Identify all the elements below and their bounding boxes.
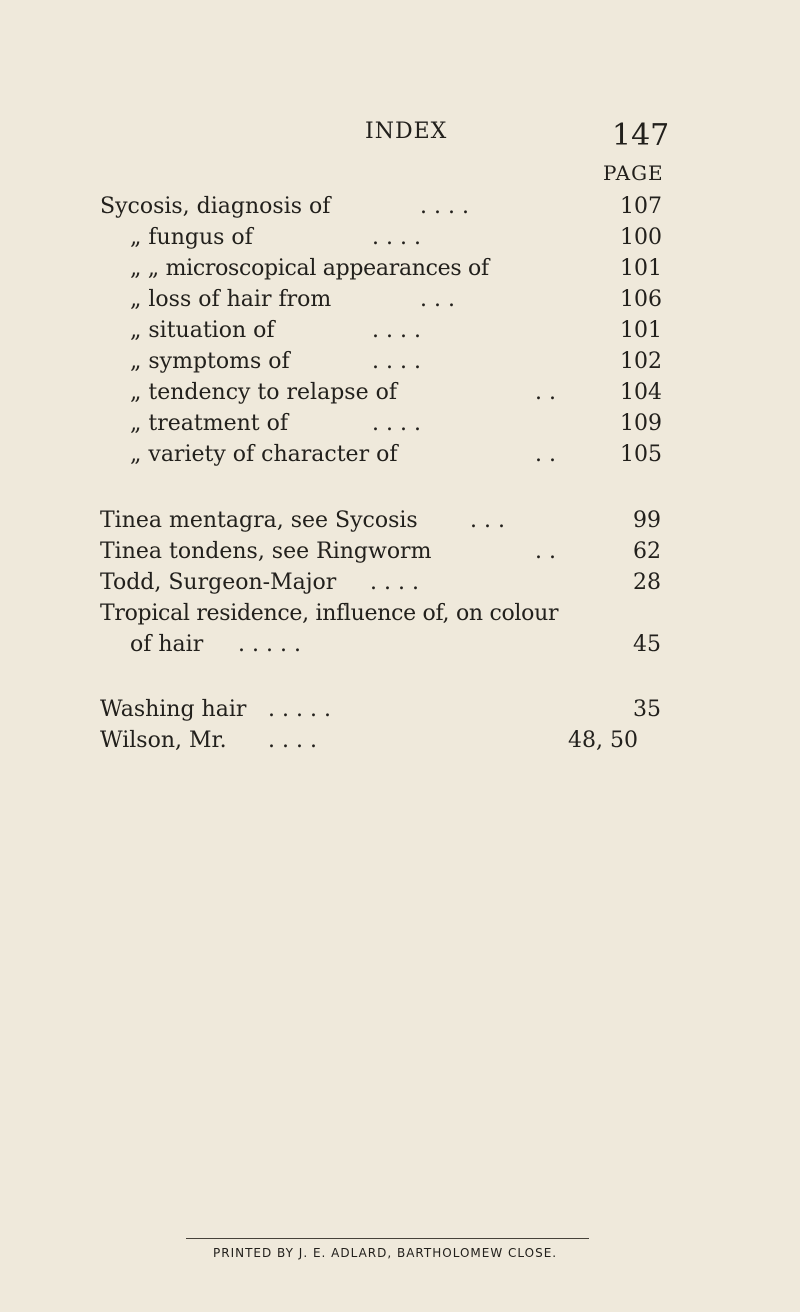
entry-page: 62 (633, 539, 661, 564)
entry-label: of hair (130, 632, 204, 657)
page-column-label: PAGE (603, 161, 664, 185)
entry-page: 105 (620, 442, 662, 467)
entry-label: Tinea tondens, see Ringworm (100, 539, 432, 564)
entry-leader-dots: . . . (470, 508, 505, 533)
entry-leader-dots: . . . . (372, 225, 421, 250)
colophon-rule (186, 1238, 589, 1239)
entry-label: „ variety of character of (130, 442, 398, 467)
entry-leader-dots: . . (535, 380, 556, 405)
entry-leader-dots: . . . . (268, 728, 317, 753)
entry-leader-dots: . . . . . (238, 632, 301, 657)
entry-label: „ situation of (130, 318, 275, 343)
entry-page: 48, 50 (568, 728, 638, 753)
entry-label: „ loss of hair from (130, 287, 332, 312)
entry-leader-dots: . . . . (420, 194, 469, 219)
entry-label: „ „ microscopical appearances of (130, 256, 489, 281)
entry-leader-dots: . . (535, 539, 556, 564)
entry-leader-dots: . . . . (372, 349, 421, 374)
entry-label: Tinea mentagra, see Sycosis (100, 508, 418, 533)
entry-leader-dots: . . (535, 442, 556, 467)
entry-page: 109 (620, 411, 662, 436)
printer-colophon: PRINTED BY J. E. ADLARD, BARTHOLOMEW CLOSE. (213, 1246, 558, 1260)
entry-page: 104 (620, 380, 662, 405)
entry-label: Sycosis, diagnosis of (100, 194, 331, 219)
entry-label: Washing hair (100, 697, 247, 722)
entry-label: Todd, Surgeon-Major (100, 570, 337, 595)
entry-label: „ fungus of (130, 225, 253, 250)
entry-label: Tropical residence, influence of, on colour (100, 601, 559, 626)
running-header-title: INDEX (365, 119, 448, 144)
entry-label: „ symptoms of (130, 349, 290, 374)
entry-page: 101 (620, 256, 662, 281)
entry-page: 35 (633, 697, 661, 722)
entry-leader-dots: . . . . . (268, 697, 331, 722)
entry-label: „ treatment of (130, 411, 288, 436)
page-number: 147 (612, 118, 670, 153)
entry-leader-dots: . . . . (372, 411, 421, 436)
entry-page: 101 (620, 318, 662, 343)
entry-page: 107 (620, 194, 662, 219)
entry-page: 99 (633, 508, 661, 533)
entry-label: Wilson, Mr. (100, 728, 227, 753)
entry-page: 102 (620, 349, 662, 374)
entry-label: „ tendency to relapse of (130, 380, 397, 405)
entry-leader-dots: . . . . (372, 318, 421, 343)
entry-leader-dots: . . . (420, 287, 455, 312)
entry-page: 106 (620, 287, 662, 312)
entry-leader-dots: . . . . (370, 570, 419, 595)
entry-page: 45 (633, 632, 661, 657)
entry-page: 28 (633, 570, 661, 595)
entry-page: 100 (620, 225, 662, 250)
